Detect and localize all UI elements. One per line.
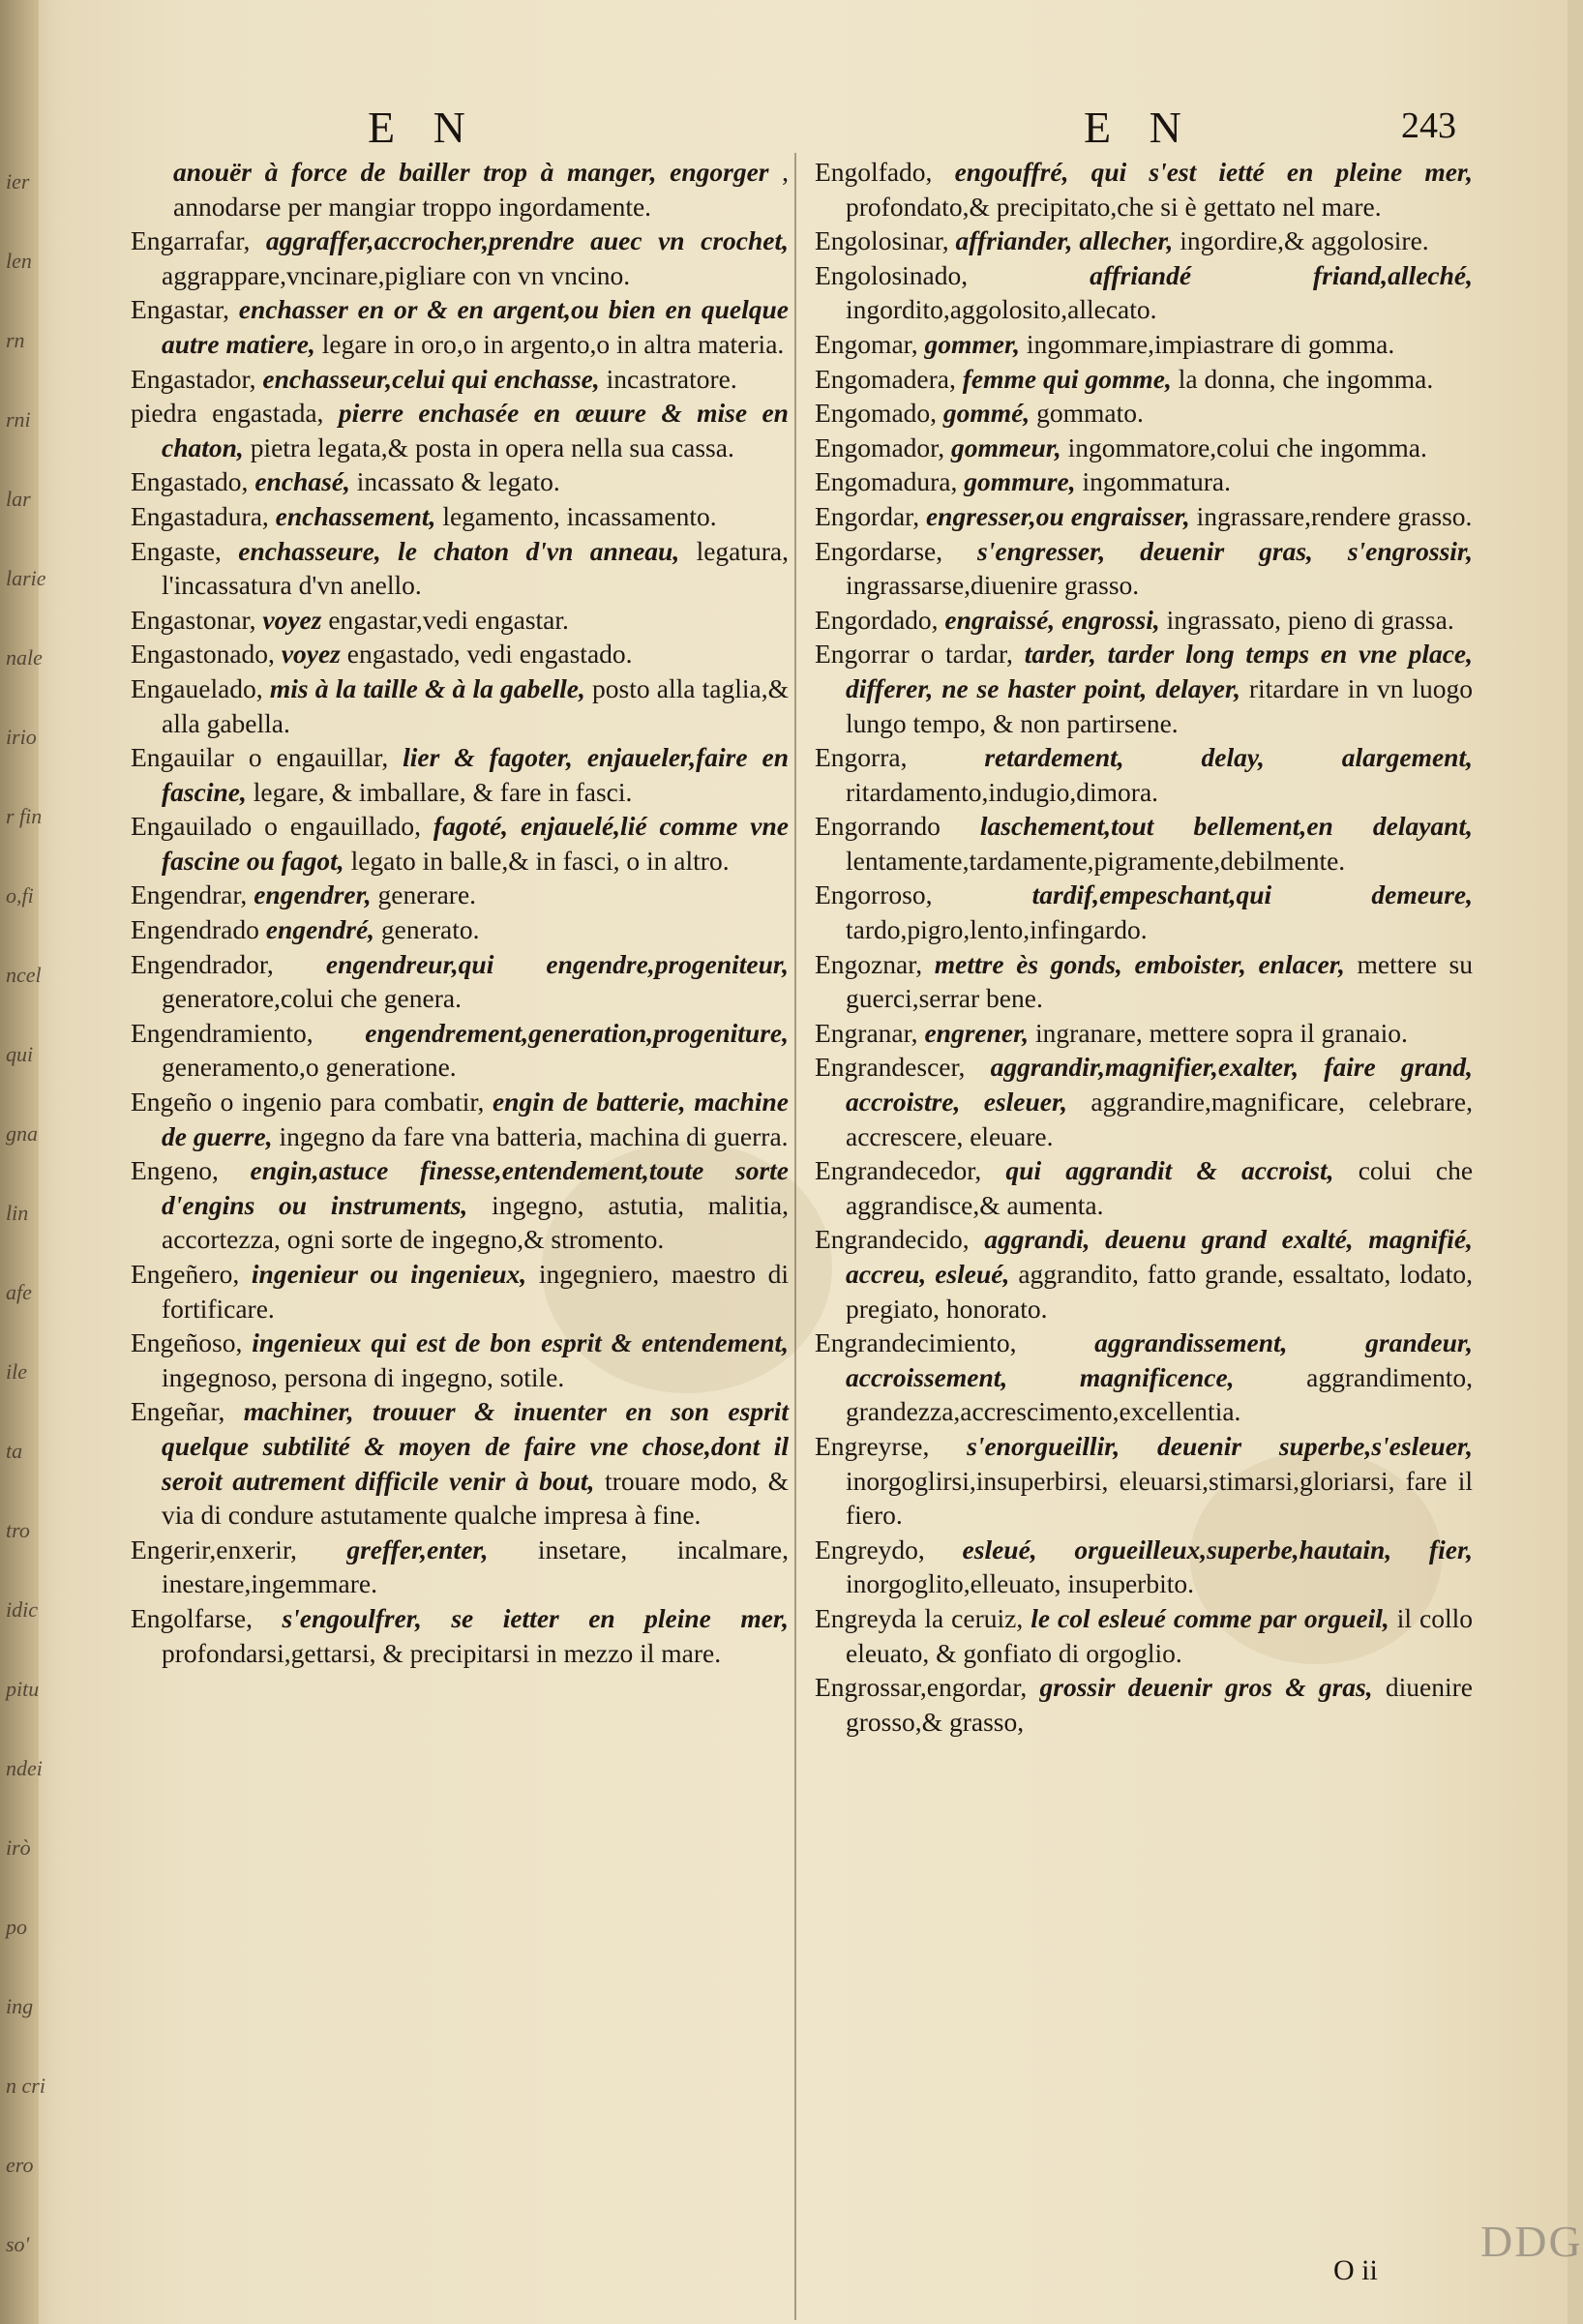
entry-french: gommure, <box>964 466 1076 497</box>
entry-french: s'engresser, deuenir gras, s'engrossir, <box>977 535 1473 566</box>
entry-french: affriander, allecher, <box>955 225 1174 256</box>
library-stamp: DDG <box>1480 2217 1583 2266</box>
entry-italian: legamento, incassamento. <box>442 500 717 531</box>
gutter-fragment: ndei <box>6 1756 43 1780</box>
entry-italian: aggrandimento, grandezza,accrescimento,excellentia. <box>846 1361 1473 1427</box>
entry-italian: ingordito,aggolosito,allecato. <box>846 294 1157 325</box>
entry-french: tarder, tarder long temps en vne place, differer, ne se haster point, delayer, <box>846 639 1473 703</box>
dictionary-entry <box>131 603 789 638</box>
dictionary-entry <box>815 637 1473 740</box>
gutter-fragment: qui <box>6 1042 34 1066</box>
dictionary-entry <box>131 1326 789 1394</box>
dictionary-entry <box>815 499 1473 534</box>
dictionary-entry <box>815 603 1473 638</box>
entry-french: engendrement,generation,progeniture, <box>365 1017 789 1048</box>
entry-headword: Engerir,enxerir, <box>131 1534 297 1564</box>
entry-italian: legare in oro,o in argento,o in altra materia. <box>321 328 785 359</box>
entry-french: femme qui gomme, <box>962 363 1172 394</box>
entry-french: aggraffer,accrocher,prendre auec vn crochet, <box>265 225 789 256</box>
entry-french: engin,astuce finesse,entendement,toute sorte d'engins ou instruments, <box>162 1155 789 1220</box>
entry-italian: pietra legata,& posta in opera nella sua cassa. <box>250 432 734 462</box>
dictionary-entry <box>131 464 789 499</box>
dictionary-entry <box>131 499 789 534</box>
entry-italian: lentamente,tardamente,pigramente,debilmente. <box>846 845 1346 876</box>
dictionary-entry <box>815 740 1473 809</box>
entry-headword: Engastar, <box>131 294 229 325</box>
entry-headword: Engordado, <box>815 604 939 635</box>
dictionary-entry <box>815 396 1473 431</box>
entry-italian: aggrandire,magnificare, celebrare, accrescere, eleuare. <box>846 1087 1473 1151</box>
dictionary-entry <box>131 1016 789 1085</box>
gutter-fragment: rni <box>6 407 31 432</box>
dictionary-entry <box>815 362 1473 397</box>
entry-italian: inorgoglirsi,insuperbirsi, eleuarsi,stimarsi,gloriarsi, fare il fiero. <box>846 1465 1473 1531</box>
column-divider <box>794 153 796 2320</box>
dictionary-entry <box>815 1016 1473 1051</box>
entry-italian: ingegno, astutia, malitia, accortezza, ogni sorte de ingegno,& stromento. <box>162 1189 790 1255</box>
entry-french: anouër à force de bailler trop à manger, engorger <box>173 157 769 187</box>
entry-headword: Engendramiento, <box>131 1017 314 1048</box>
dictionary-entry <box>815 878 1473 946</box>
signature-mark: O ii <box>1333 2254 1378 2286</box>
entry-italian: legare, & imballare, & fare in fasci. <box>253 776 633 807</box>
entry-french: voyez <box>281 639 341 670</box>
entry-french: engendreur,qui engendre,progeniteur, <box>325 948 789 979</box>
gutter-fragment: ta <box>6 1439 23 1463</box>
entry-headword: Engrandecedor, <box>815 1155 982 1186</box>
entry-italian: ingommatore,colui che ingomma. <box>1067 432 1427 462</box>
entry-french: aggrandir,magnifier,exalter, faire grand, accroistre, esleuer, <box>846 1052 1473 1117</box>
dictionary-entry <box>131 947 789 1016</box>
gutter-fragment: nale <box>6 645 43 670</box>
gutter-fragment: rn <box>6 328 25 352</box>
dictionary-entry <box>815 464 1473 499</box>
entry-headword: Engendrado <box>131 914 259 945</box>
dictionary-entry <box>815 1222 1473 1326</box>
entry-french: esleué, orgueilleux,superbe,hautain, fier, <box>962 1534 1473 1564</box>
entry-italian: ingegniero, maestro di fortificare. <box>162 1259 790 1324</box>
entry-italian: engastado, vedi engastado. <box>346 639 633 670</box>
dictionary-entry <box>815 155 1473 223</box>
entry-french: aggrandissement, grandeur, accroissement, magnificence, <box>846 1327 1473 1392</box>
gutter-fragment: o,fi <box>6 883 34 908</box>
entry-headword: Engorra, <box>815 742 908 773</box>
dictionary-entry <box>815 1601 1473 1670</box>
gutter-fragment: po <box>6 1915 27 1939</box>
entry-headword: Engauelado, <box>131 672 263 703</box>
entry-headword: Engordarse, <box>815 535 943 566</box>
entry-french: ingenieur ou ingenieux, <box>251 1259 527 1289</box>
entry-italian: ingordire,& aggolosire. <box>1180 225 1429 256</box>
entry-french: enchassement, <box>275 500 436 531</box>
entry-headword: Engomar, <box>815 328 918 359</box>
gutter-fragment: lin <box>6 1201 29 1225</box>
gutter-fragment: irio <box>6 725 37 749</box>
entry-french: affriandé friand,alleché, <box>1090 259 1473 290</box>
running-head-left: E N <box>368 103 479 152</box>
entry-italian: ingrassato, pieno di grassa. <box>1166 604 1454 635</box>
entry-french: engin de batterie, machine de guerre, <box>162 1087 790 1151</box>
gutter-fragment: ile <box>6 1359 27 1384</box>
dictionary-entry <box>131 912 789 947</box>
entry-headword: Engreydo, <box>815 1534 925 1564</box>
entry-headword: Engeñero, <box>131 1259 240 1289</box>
dictionary-entry <box>815 1670 1473 1739</box>
entry-headword: Engreyda la ceruiz, <box>815 1602 1024 1633</box>
entry-headword: Engolfado, <box>815 157 933 187</box>
dictionary-entry <box>131 534 789 603</box>
entry-headword: Engreyrse, <box>815 1430 930 1461</box>
entry-italian: generato. <box>380 914 480 945</box>
dictionary-entry <box>815 327 1473 362</box>
dictionary-entry <box>815 534 1473 603</box>
dictionary-entry <box>815 431 1473 465</box>
dictionary-entry <box>815 1050 1473 1153</box>
entry-french: laschement,tout bellement,en delayant, <box>979 811 1473 842</box>
entry-headword: Engeno, <box>131 1155 219 1186</box>
dictionary-entry <box>131 878 789 912</box>
entry-headword: Engrandecimiento, <box>815 1327 1017 1358</box>
entry-french: mis à la taille & à la gabelle, <box>269 672 585 703</box>
entry-french: s'enorgueillir, deuenir superbe,s'esleuer, <box>967 1430 1473 1461</box>
entry-french: engrener, <box>924 1017 1030 1048</box>
entry-italian: legatura, l'incassatura d'vn anello. <box>162 535 789 601</box>
entry-italian: , annodarse per mangiar troppo ingordamente. <box>173 157 789 222</box>
gutter-fragment: idic <box>6 1597 38 1622</box>
entry-french: engouffré, qui s'est ietté en pleine mer, <box>954 157 1473 187</box>
entry-italian: inorgoglito,elleuato, insuperbito. <box>846 1568 1194 1599</box>
entry-french: aggrandi, deuenu grand exalté, magnifié, accreu, esleué, <box>846 1224 1474 1289</box>
entry-italian: ingegno da fare vna batteria, machina di guerra. <box>279 1120 789 1151</box>
gutter-fragment: len <box>6 249 32 273</box>
entry-italian: aggrandito, fatto grande, essaltato, lodato, pregiato, honorato. <box>846 1259 1474 1324</box>
dictionary-entry <box>815 258 1473 327</box>
entry-headword: Engolosinado, <box>815 259 969 290</box>
gutter-fragment: so' <box>6 2232 30 2256</box>
dictionary-entry <box>131 671 789 740</box>
entry-italian: profondarsi,gettarsi, & precipitarsi in mezzo il mare. <box>162 1637 722 1668</box>
dictionary-entry <box>131 292 789 361</box>
entry-headword: Engauilado o engauillado, <box>131 811 421 842</box>
gutter-fragment: tro <box>6 1518 30 1542</box>
entry-french: pierre enchasée en œuure & mise en chaton, <box>162 398 789 462</box>
gutter-fragment: gna <box>6 1121 38 1146</box>
dictionary-entry <box>131 1257 789 1326</box>
entry-headword: Engordar, <box>815 500 920 531</box>
entry-italian: insetare, incalmare, inestare,ingemmare. <box>162 1534 789 1599</box>
dictionary-entry <box>131 809 789 878</box>
entry-italian: profondato,& precipitato,che si è gettato nel mare. <box>846 191 1382 222</box>
entry-headword: Engeñar, <box>131 1396 225 1427</box>
entry-italian: ingrassare,rendere grasso. <box>1196 500 1473 531</box>
entry-headword: Engrandescer, <box>815 1052 966 1083</box>
dictionary-entry <box>815 1533 1473 1601</box>
entry-italian: incastratore. <box>606 363 737 394</box>
entry-french: grossir deuenir gros & gras, <box>1039 1672 1373 1703</box>
dictionary-entry <box>131 155 789 223</box>
entry-french: engraissé, engrossi, <box>944 604 1160 635</box>
gutter-fragment: pitu <box>6 1677 40 1701</box>
entry-headword: Engendrar, <box>131 879 248 910</box>
entry-headword: Engaste, <box>131 535 222 566</box>
dictionary-entry <box>131 396 789 464</box>
entry-headword: Engomadera, <box>815 363 956 394</box>
gutter-fragment: ier <box>6 169 30 194</box>
left-column <box>131 155 789 1670</box>
gutter-fragment: afe <box>6 1280 32 1304</box>
entry-french: tardif,empeschant,qui demeure, <box>1031 879 1473 910</box>
entry-italian: la donna, che ingomma. <box>1178 363 1434 394</box>
dictionary-entry <box>815 1429 1473 1533</box>
entry-headword: Engastado, <box>131 466 249 497</box>
entry-italian: ritardare in vn luogo lungo tempo, & non partirsene. <box>846 672 1474 738</box>
entry-italian: incassato & legato. <box>356 466 560 497</box>
entry-headword: Engrandecido, <box>815 1224 970 1255</box>
entry-italian: gommato. <box>1036 398 1144 429</box>
dictionary-entry <box>131 740 789 809</box>
gutter-fragment: n cri <box>6 2073 45 2098</box>
entry-french: engresser,ou engraisser, <box>925 500 1190 531</box>
entry-italian: il collo eleuato, & gonfiato di orgoglio. <box>846 1602 1474 1668</box>
entry-headword: Engarrafar, <box>131 225 251 256</box>
gutter-fragment: irò <box>6 1835 31 1860</box>
entry-french: enchasseur,celui qui enchasse, <box>262 363 600 394</box>
entry-french: gommeur, <box>950 432 1061 462</box>
entry-headword: Engorroso, <box>815 879 933 910</box>
entry-headword: Engastonado, <box>131 639 275 670</box>
entry-headword: Engeñoso, <box>131 1327 243 1358</box>
entry-headword: Engranar, <box>815 1017 918 1048</box>
dictionary-entry <box>131 1533 789 1601</box>
dictionary-entry <box>815 947 1473 1016</box>
entry-italian: aggrappare,vncinare,pigliare con vn vncino. <box>162 259 631 290</box>
entry-headword: Engorrar o tardar, <box>815 639 1013 670</box>
entry-headword: Engastonar, <box>131 604 256 635</box>
entry-italian: ingegnoso, persona di ingegno, sotile. <box>162 1361 565 1392</box>
entry-french: engendré, <box>265 914 375 945</box>
entry-french: retardement, delay, alargement, <box>984 742 1473 773</box>
entry-french: gommer, <box>924 328 1020 359</box>
entry-headword: Engomado, <box>815 398 938 429</box>
entry-french: mettre ès gonds, emboister, enlacer, <box>934 948 1345 979</box>
entry-french: engendrer, <box>254 879 372 910</box>
dictionary-entry <box>131 1601 789 1670</box>
gutter-fragment: ncel <box>6 963 42 987</box>
entry-french: gommé, <box>942 398 1030 429</box>
entry-headword: Engendrador, <box>131 948 274 979</box>
entry-italian: mettere su guerci,serrar bene. <box>846 948 1474 1014</box>
entry-italian: ingranare, mettere sopra il granaio. <box>1035 1017 1408 1048</box>
entry-italian: generamento,o generatione. <box>162 1052 457 1083</box>
entry-italian: colui che aggrandisce,& aumenta. <box>846 1155 1474 1220</box>
entry-french: enchasé, <box>254 466 350 497</box>
entry-french: voyez <box>262 604 322 635</box>
entry-headword: Engolosinar, <box>815 225 949 256</box>
right-column <box>815 155 1473 1739</box>
entry-headword: Engeño o ingenio para combatir, <box>131 1087 485 1117</box>
entry-french: enchasser en or & en argent,ou bien en quelque autre matiere, <box>162 294 789 359</box>
dictionary-entry <box>815 1153 1473 1222</box>
running-head-right: E N <box>1084 103 1195 152</box>
entry-french: fagoté, enjauelé,lié comme vne fascine ou fagot, <box>162 811 790 876</box>
entry-headword: Engomador, <box>815 432 945 462</box>
entry-headword: Engauilar o engauillar, <box>131 742 389 773</box>
entry-headword: Engastador, <box>131 363 256 394</box>
entry-french: lier & fagoter, enjaueler,faire en fascine, <box>162 742 789 807</box>
entry-italian: diuenire grosso,& grasso, <box>846 1672 1474 1737</box>
entry-italian: engastar,vedi engastar. <box>328 604 569 635</box>
dictionary-entry <box>131 1394 789 1532</box>
entry-french: le col esleué comme par orgueil, <box>1030 1602 1389 1633</box>
entry-italian: ingommatura. <box>1082 466 1232 497</box>
entry-italian: tardo,pigro,lento,infingardo. <box>846 914 1148 945</box>
entry-french: machiner, trouuer & inuenter en son esprit quelque subtilité & moyen de faire vne chose,dont il seroit autrement difficile venir à bout, <box>162 1396 790 1496</box>
entry-italian: ritardamento,indugio,dimora. <box>846 776 1159 807</box>
dictionary-entry <box>815 809 1473 878</box>
dictionary-entry <box>131 223 789 292</box>
entry-headword: piedra engastada, <box>131 398 324 429</box>
entry-italian: legato in balle,& in fasci, o in altro. <box>350 845 730 876</box>
entry-headword: Engolfarse, <box>131 1602 253 1633</box>
dictionary-entry <box>815 223 1473 258</box>
entry-italian: ingrassarse,diuenire grasso. <box>846 570 1140 601</box>
dictionary-entry <box>131 1085 789 1153</box>
entry-italian: generatore,colui che genera. <box>162 983 462 1014</box>
entry-headword: Engorrando <box>815 811 941 842</box>
entry-headword: Engrossar,engordar, <box>815 1672 1028 1703</box>
page-number: 243 <box>1401 105 1456 146</box>
dictionary-entry <box>131 1153 789 1257</box>
entry-italian: ingommare,impiastrare di gomma. <box>1026 328 1395 359</box>
gutter-fragment: ero <box>6 2153 34 2177</box>
entry-french: s'engoulfrer, se ietter en pleine mer, <box>282 1602 789 1633</box>
entry-headword: Engoznar, <box>815 948 923 979</box>
gutter-fragment: lar <box>6 487 31 511</box>
dictionary-entry <box>131 637 789 671</box>
entry-french: ingenieux qui est de bon esprit & entendement, <box>252 1327 790 1358</box>
entry-french: qui aggrandit & accroist, <box>1005 1155 1334 1186</box>
gutter-fragment: ing <box>6 1994 34 2018</box>
gutter-fragment: larie <box>6 566 46 590</box>
entry-italian: trouare modo, & via di condure astutamente qualche impresa à fine. <box>162 1465 790 1531</box>
dictionary-entry <box>815 1326 1473 1429</box>
gutter-fragment: r fin <box>6 804 43 828</box>
entry-french: greffer,enter, <box>346 1534 489 1564</box>
entry-headword: Engomadura, <box>815 466 958 497</box>
entry-french: enchasseure, le chaton d'vn anneau, <box>238 535 680 566</box>
dictionary-entry <box>131 362 789 397</box>
entry-italian: generare. <box>377 879 477 910</box>
entry-italian: posto alla taglia,& alla gabella. <box>162 672 790 738</box>
entry-headword: Engastadura, <box>131 500 269 531</box>
